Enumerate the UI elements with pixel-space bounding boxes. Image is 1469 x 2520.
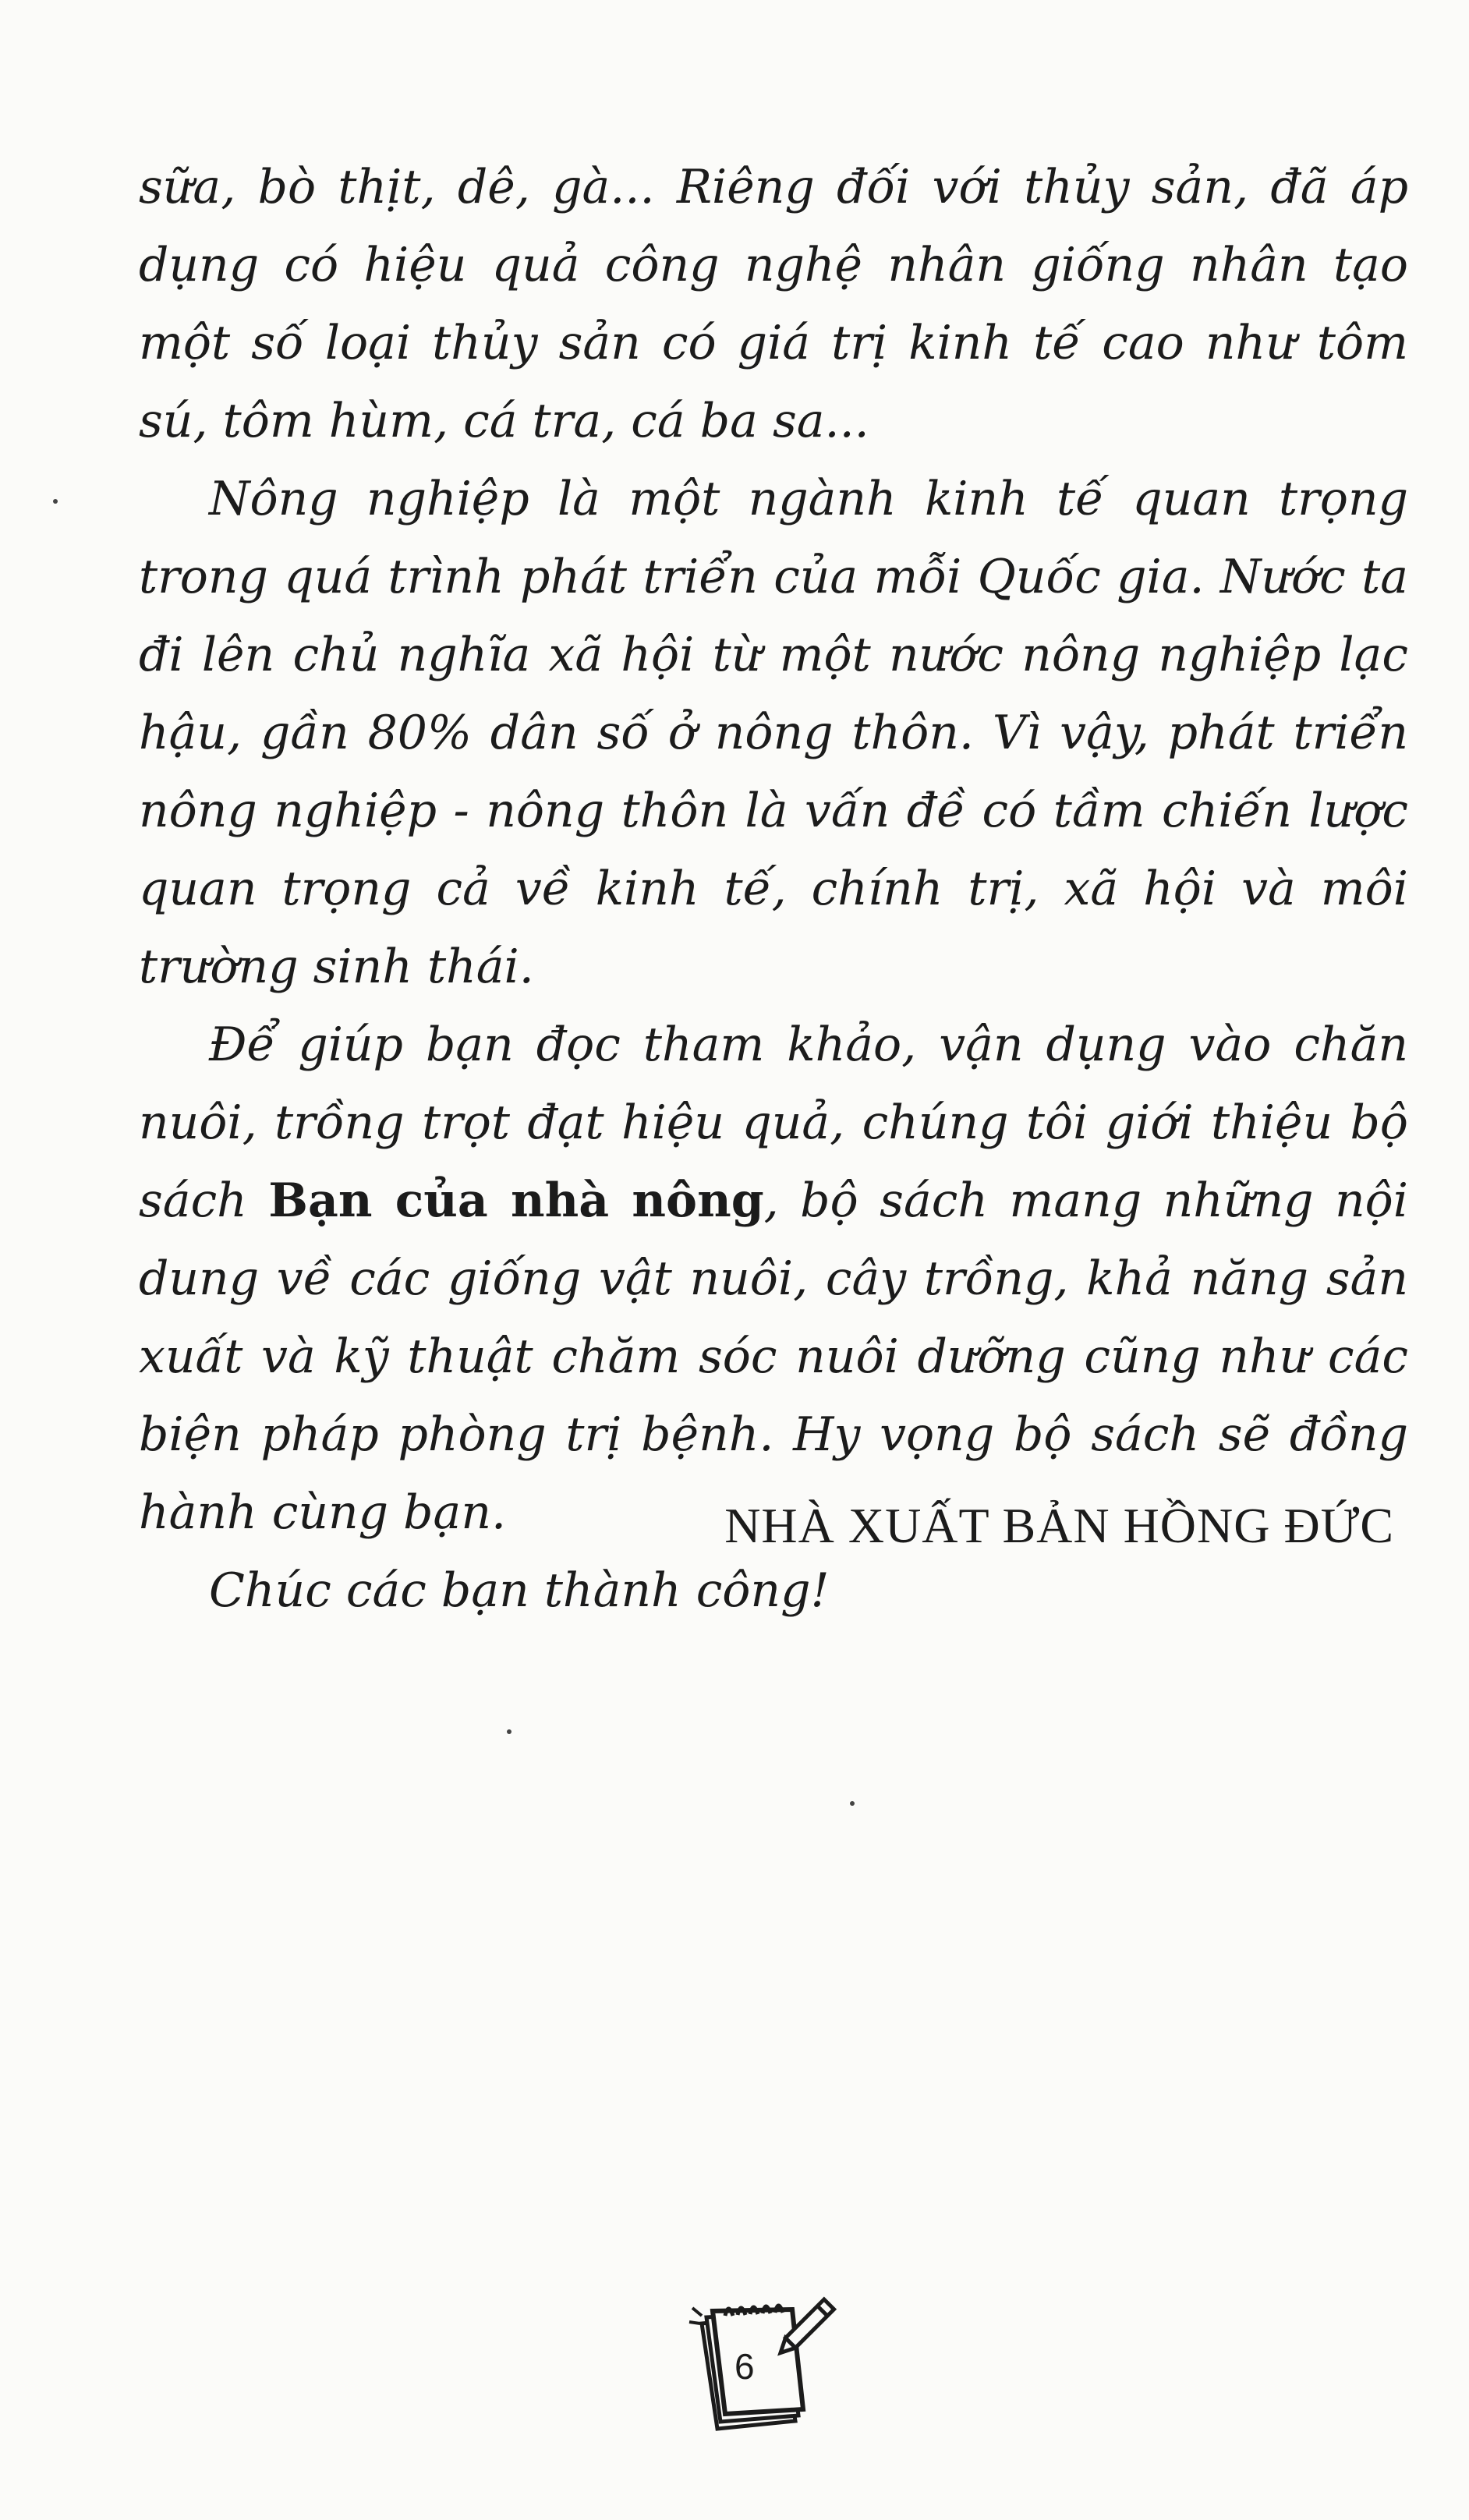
speck (850, 1801, 855, 1806)
speck (53, 499, 58, 504)
book-intro-before: Để giúp bạn đọc tham khảo, vận dụng vào chăn nuôi, trồng trọt đạt hiệu quả, chúng tôi giới thiệu bộ sách (139, 1018, 1408, 1228)
speck (507, 1729, 511, 1734)
page-number-badge (686, 2277, 842, 2433)
paragraph-agriculture: Nông nghiệp là một ngành kinh tế quan trọng trong quá trình phát triển của mỗi Quốc gia. Nước ta đi lên chủ nghĩa xã hội từ một nước nông nghiệp lạc hậu, gần 80% dân số ở nông thôn. Vì vậy, phát triển nông nghiệp - nông thôn là vấn đề có tầm chiến lược quan trọng cả về kinh tế, chính trị, xã hội và môi trường sinh thái. (139, 472, 1408, 994)
publisher-signature: NHÀ XUẤT BẢN HỒNG ĐỨC (724, 1498, 1394, 1553)
paragraph-continuation: sữa, bò thịt, dê, gà... Riêng đối với thủy sản, đã áp dụng có hiệu quả công nghệ nhân giống nhân tạo một số loại thủy sản có giá trị kinh tế cao như tôm sú, tôm hùm, cá tra, cá ba sa... (139, 160, 1408, 448)
notepad-pencil-icon (686, 2277, 842, 2433)
page-number: 6 (734, 2346, 755, 2387)
paragraph-closing: Chúc các bạn thành công! (209, 1563, 830, 1618)
book-title: Bạn của nhà nông (268, 1173, 764, 1228)
paragraph-book-intro (139, 1006, 1408, 1552)
body-text (139, 148, 1408, 1630)
book-intro-after: , bộ sách mang những nội dung về các giống vật nuôi, cây trồng, khả năng sản xuất và kỹ thuật chăm sóc nuôi dưỡng cũng như các biện pháp phòng trị bệnh. Hy vọng bộ sách sẽ đồng hành cùng bạn. (139, 1173, 1408, 1540)
